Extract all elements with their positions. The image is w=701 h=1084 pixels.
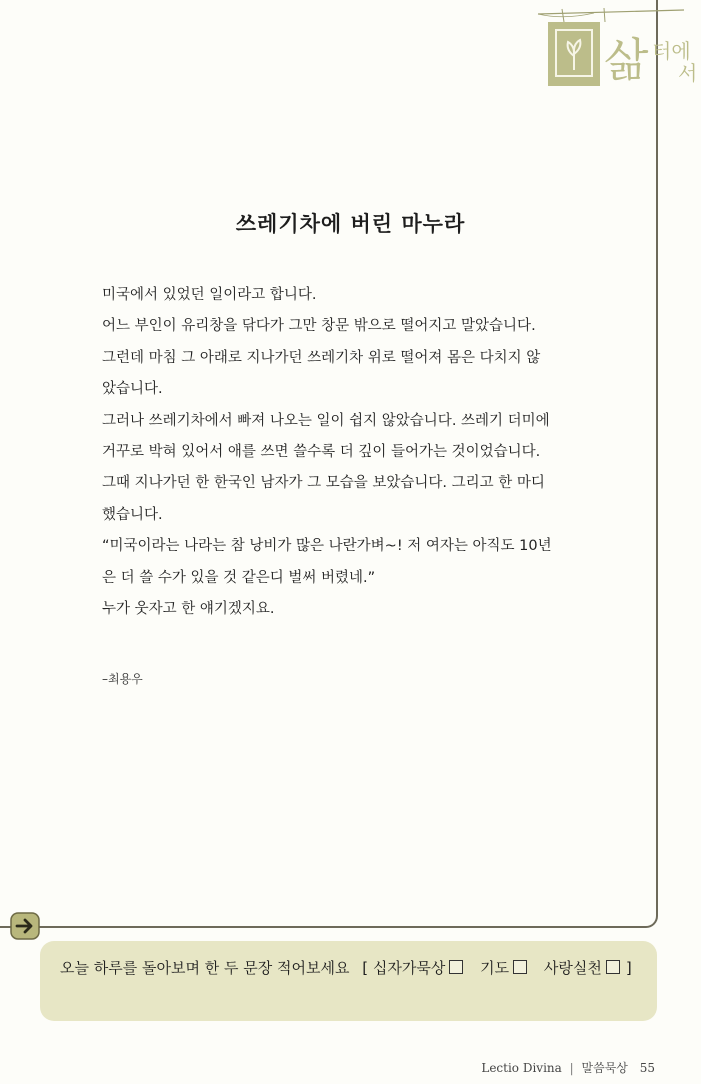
section-logo bbox=[534, 0, 701, 98]
body-line: 누가 웃자고 한 얘기겠지요. bbox=[102, 601, 275, 618]
body-line: 그런데 마침 그 아래로 지나가던 쓰레기차 위로 떨어져 몸은 다치지 않 bbox=[102, 349, 541, 366]
body-line: 했습니다. bbox=[102, 506, 163, 523]
checkbox-prayer[interactable] bbox=[513, 960, 527, 974]
author-credit: –최용우 bbox=[102, 672, 143, 686]
body-line: 미국에서 있었던 일이라고 합니다. bbox=[102, 287, 317, 303]
body-line: 았습니다. bbox=[102, 381, 163, 398]
checkbox-love[interactable] bbox=[606, 960, 620, 974]
body-line: 은 더 쓸 수가 있을 것 같은디 벌써 버렸네.” bbox=[102, 569, 376, 586]
logo-rest-1: 터에 bbox=[652, 39, 691, 63]
checkbox-label-love: 사랑실천 bbox=[543, 959, 602, 977]
article-title: 쓰레기차에 버린 마누라 bbox=[235, 212, 466, 236]
page-footer bbox=[481, 1059, 655, 1076]
footer-divider: | bbox=[569, 1061, 574, 1075]
body-line: 거꾸로 박혀 있어서 애를 쓰면 쓸수록 더 깊이 들어가는 것이었습니다. bbox=[102, 444, 541, 461]
reflection-prompt-line bbox=[60, 957, 632, 978]
article-body bbox=[102, 280, 600, 625]
reflection-note-box[interactable] bbox=[40, 941, 657, 1021]
checkbox-label-prayer: 기도 bbox=[480, 959, 510, 977]
body-line: 그러나 쓰레기차에서 빠져 나오는 일이 쉽지 않았습니다. 쓰레기 더미에 bbox=[102, 412, 550, 429]
body-line: 어느 부인이 유리창을 닦다가 그만 창문 밖으로 떨어지고 말았습니다. bbox=[102, 318, 536, 335]
reflection-prompt: 오늘 하루를 돌아보며 한 두 문장 적어보세요 bbox=[60, 959, 350, 977]
footer-series: Lectio Divina bbox=[481, 1061, 562, 1075]
logo-big-char: 삶 bbox=[604, 33, 649, 87]
body-line: “미국이라는 나라는 참 낭비가 많은 나란가벼~! 저 여자는 아직도 10년 bbox=[102, 538, 552, 555]
bracket-open: [ bbox=[362, 959, 369, 977]
arrow-right-icon bbox=[10, 912, 40, 940]
logo-rest-2: 서 bbox=[678, 61, 698, 85]
checkbox-label-meditation: 십자가묵상 bbox=[372, 959, 446, 977]
checkbox-meditation[interactable] bbox=[449, 960, 463, 974]
page-number: 55 bbox=[639, 1061, 655, 1075]
body-line: 그때 지나가던 한 한국인 남자가 그 모습을 보았습니다. 그리고 한 마디 bbox=[102, 475, 545, 492]
footer-subtitle: 말씀묵상 bbox=[581, 1061, 628, 1075]
bracket-close: ] bbox=[625, 959, 632, 977]
